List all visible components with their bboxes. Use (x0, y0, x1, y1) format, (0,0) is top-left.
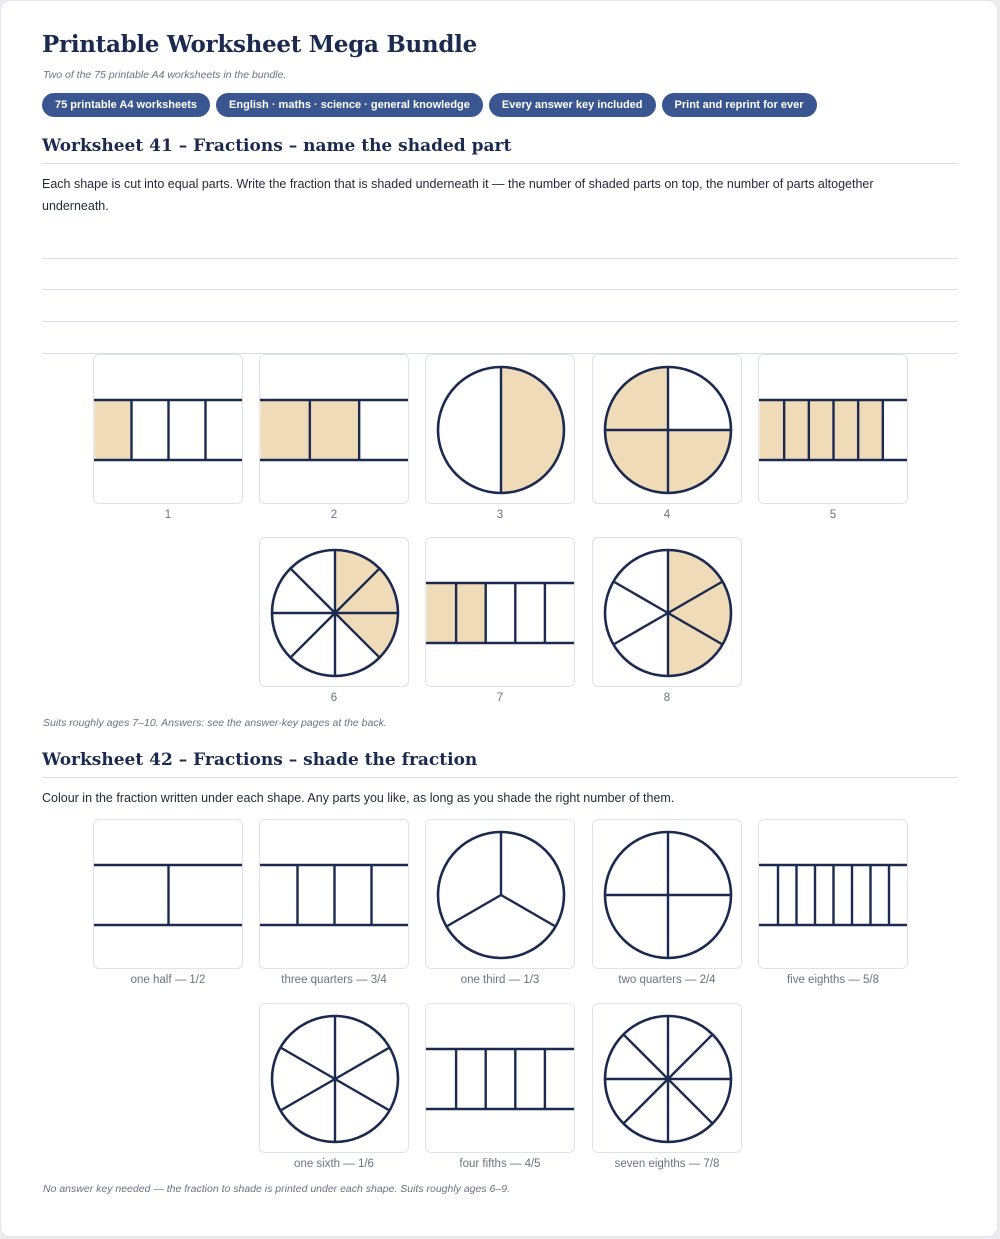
answer-line (42, 258, 958, 259)
fraction-circle (426, 820, 575, 969)
ws42-shape-5-part-6 (852, 865, 871, 925)
ws42-shape-2-part-3 (335, 865, 372, 925)
fraction-bar (759, 820, 908, 969)
fraction-bar (94, 820, 243, 969)
shape-caption: seven eighths — 7/8 (614, 1158, 720, 1170)
ws41-shape-7-part-2 (456, 583, 486, 643)
ws42-shape-7-part-5 (545, 1049, 575, 1109)
ws41-shape-2-part-2 (310, 400, 359, 460)
shape-caption: one third — 1/3 (460, 974, 540, 986)
fraction-circle (260, 1004, 409, 1153)
ws41-shape-1-part-2 (132, 400, 169, 460)
fraction-bar (260, 820, 409, 969)
ws42-shape-2-part-2 (298, 865, 335, 925)
fraction-shape-card[interactable] (425, 1003, 575, 1153)
ws41-shape-5-part-4 (834, 400, 859, 460)
fraction-shape-card (758, 354, 908, 504)
shape-caption: two quarters — 2/4 (618, 974, 716, 986)
page-title: Printable Worksheet Mega Bundle (42, 31, 477, 58)
ws41-shape-3-part-1 (501, 367, 564, 493)
ws42-shape-2-part-4 (372, 865, 409, 925)
fraction-circle (426, 355, 575, 504)
ws42-shape-1-part-1 (95, 865, 169, 925)
worksheet-41-instructions: Each shape is cut into equal parts. Write the fraction that is shaded underneath it — the number of shaded parts on top, the number of parts altogether underneath. (42, 177, 874, 213)
ws41-shape-3-part-2 (438, 367, 501, 493)
ws41-shape-5-part-3 (809, 400, 834, 460)
shape-caption: 3 (496, 509, 504, 521)
fraction-bar (426, 1004, 575, 1153)
section-divider (42, 777, 958, 778)
fraction-circle (593, 355, 742, 504)
fraction-shape-card (425, 537, 575, 687)
shape-caption: 2 (330, 509, 338, 521)
worksheet-42-note: No answer key needed — the fraction to shade is printed under each shape. Suits roughly ages 6–9. (43, 1183, 510, 1195)
shape-caption: 1 (164, 509, 172, 521)
shape-caption: 4 (663, 509, 671, 521)
fraction-shape-card[interactable] (259, 819, 409, 969)
ws41-shape-5-part-1 (760, 400, 785, 460)
ws42-shape-1-part-2 (169, 865, 243, 925)
answer-line (42, 289, 958, 290)
ws42-shape-5-part-5 (834, 865, 853, 925)
fraction-bar (260, 355, 409, 504)
shape-caption: five eighths — 5/8 (786, 974, 880, 986)
fraction-shape-card[interactable] (592, 1003, 742, 1153)
ws42-shape-7-part-2 (456, 1049, 486, 1109)
fraction-bar (426, 538, 575, 687)
fraction-shape-card[interactable] (425, 819, 575, 969)
shape-caption: 8 (663, 692, 671, 704)
fraction-bar (759, 355, 908, 504)
ws42-shape-5-part-2 (778, 865, 797, 925)
ws42-shape-7-part-1 (427, 1049, 457, 1109)
section-divider (42, 163, 958, 164)
ws42-shape-5-part-7 (871, 865, 890, 925)
ws41-shape-1-part-4 (206, 400, 243, 460)
fraction-shape-card[interactable] (259, 1003, 409, 1153)
fraction-shape-card (93, 354, 243, 504)
fraction-circle (593, 820, 742, 969)
ws41-shape-5-part-6 (883, 400, 908, 460)
shape-caption: one sixth — 1/6 (294, 1158, 374, 1170)
pill-worksheet-count: 75 printable A4 worksheets (42, 93, 210, 117)
fraction-bar (94, 355, 243, 504)
fraction-circle (260, 538, 409, 687)
ws42-shape-7-part-4 (515, 1049, 545, 1109)
worksheet-41-title: Worksheet 41 – Fractions – name the shaded part (42, 136, 512, 156)
ws41-shape-5-part-5 (858, 400, 883, 460)
ws41-shape-2-part-1 (261, 400, 310, 460)
worksheet-42-instructions: Colour in the fraction written under each shape. Any parts you like, as long as you shade the right number of them. (42, 791, 675, 805)
shape-caption: four fifths — 4/5 (459, 1158, 541, 1170)
ws41-shape-7-part-4 (515, 583, 545, 643)
fraction-shape-card (592, 354, 742, 504)
ws41-shape-7-part-3 (486, 583, 516, 643)
fraction-circle (593, 538, 742, 687)
ws41-shape-7-part-1 (427, 583, 457, 643)
pill-answer-keys: Every answer key included (489, 93, 656, 117)
fraction-shape-card[interactable] (93, 819, 243, 969)
ws42-shape-2-part-1 (261, 865, 298, 925)
fraction-shape-card (592, 537, 742, 687)
pill-subjects: English · maths · science · general knowledge (216, 93, 483, 117)
ws42-shape-5-part-8 (889, 865, 908, 925)
ws41-shape-7-part-5 (545, 583, 575, 643)
ws41-shape-2-part-3 (359, 400, 408, 460)
ws42-shape-7-part-3 (486, 1049, 516, 1109)
fraction-shape-card (259, 354, 409, 504)
page-subtitle: Two of the 75 printable A4 worksheets in the bundle. (43, 69, 287, 81)
fraction-shape-card[interactable] (592, 819, 742, 969)
fraction-shape-card[interactable] (758, 819, 908, 969)
fraction-shape-card (425, 354, 575, 504)
ws42-shape-5-part-1 (760, 865, 779, 925)
ws42-shape-5-part-3 (797, 865, 816, 925)
worksheet-41-note: Suits roughly ages 7–10. Answers: see the answer-key pages at the back. (43, 717, 387, 729)
ws42-shape-5-part-4 (815, 865, 834, 925)
answer-line (42, 321, 958, 322)
shape-caption: three quarters — 3/4 (281, 974, 387, 986)
ws41-shape-5-part-2 (784, 400, 809, 460)
shape-caption: 5 (829, 509, 837, 521)
shape-caption: 6 (330, 692, 338, 704)
pill-reprint: Print and reprint for ever (662, 93, 817, 117)
worksheet-42-title: Worksheet 42 – Fractions – shade the fraction (42, 750, 478, 770)
fraction-circle (593, 1004, 742, 1153)
ws41-shape-1-part-1 (95, 400, 132, 460)
fraction-shape-card (259, 537, 409, 687)
shape-caption: one half — 1/2 (130, 974, 206, 986)
feature-pills (42, 93, 823, 117)
shape-caption: 7 (496, 692, 504, 704)
ws41-shape-1-part-3 (169, 400, 206, 460)
